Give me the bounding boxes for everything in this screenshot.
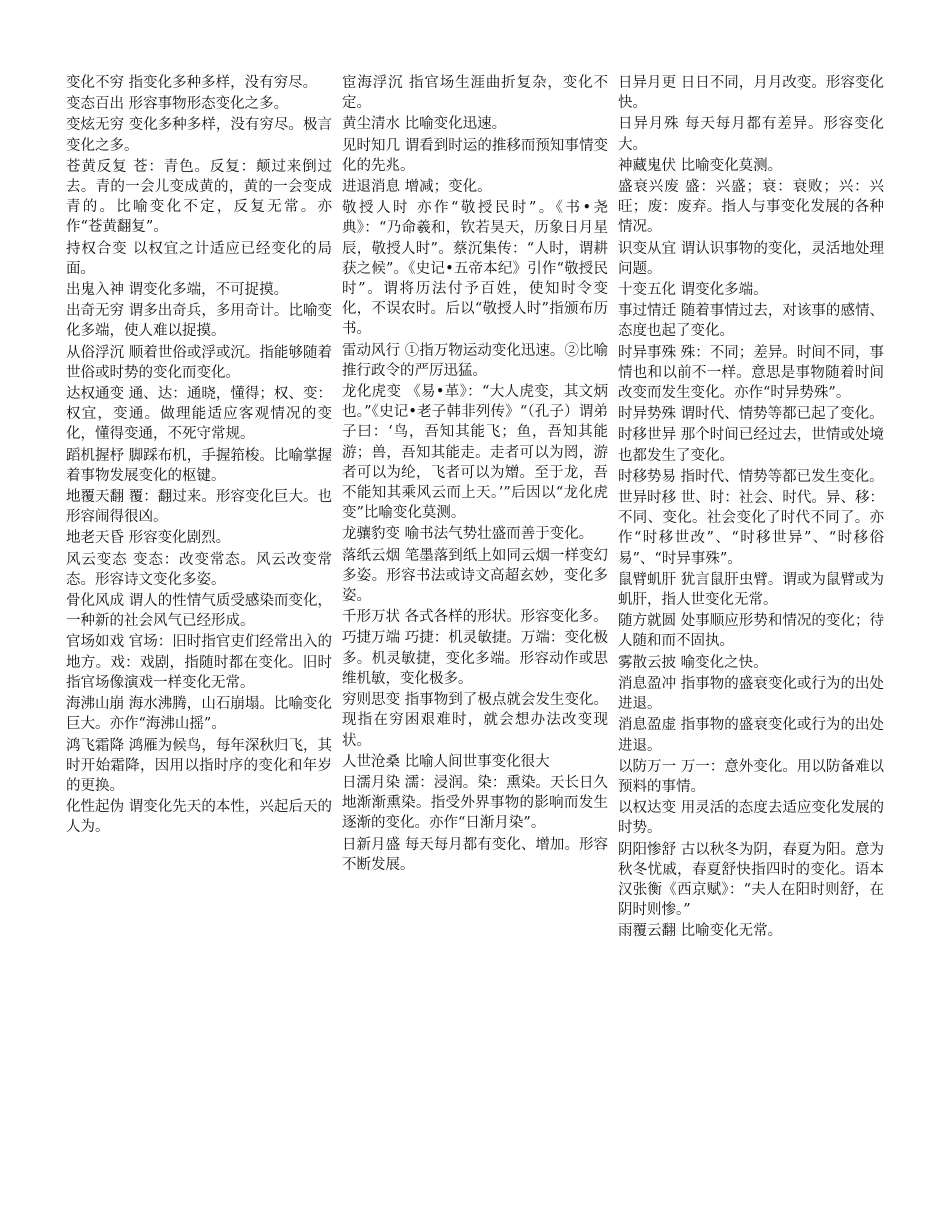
- idiom-entry: 敬授人时 亦作“敬授民时”。《书•尧典》：“乃命羲和，钦若昊天，历象日月星辰，敬授人时”。蔡沉集传：“人时，谓耕获之候”。《史记•五帝本纪》引作“敬授民时”。谓将历法付予百姓，使知时令变化，不误农时。后以“敬授人时”指颁布历书。: [342, 200, 608, 338]
- column-1: [66, 73, 332, 1213]
- idiom-entry: 变化不穷 指变化多种多样，没有穷尽。: [66, 75, 318, 91]
- idiom-entry: 鸿飞霜降 鸿雁为候鸟，每年深秋归飞，其时开始霜降，因用以指时序的变化和年岁的更换。: [66, 737, 332, 794]
- column-2: [342, 73, 608, 1213]
- idiom-entry: 以防万一 万一：意外变化。用以防备难以预料的事情。: [618, 758, 884, 795]
- idiom-entry: 从俗浮沉 顺着世俗或浮或沉。指能够随着世俗或时势的变化而变化。: [66, 344, 332, 381]
- idiom-entry: 出鬼入神 谓变化多端，不可捉摸。: [66, 282, 289, 299]
- document-page: [66, 73, 906, 1213]
- idiom-entry: 雨覆云翻 比喻变化无常。: [618, 923, 783, 940]
- idiom-entry: 地老天昏 形容变化剧烈。: [66, 530, 231, 547]
- idiom-entry: 时异事殊 殊：不同；差异。时间不同，事情也和以前不一样。意思是事物随着时间改变而发生变化。亦作“时异势殊”。: [618, 344, 884, 402]
- idiom-entry: 日异月殊 每天每月都有差异。形容变化大。: [618, 116, 884, 153]
- idiom-entry: 随方就圆 处事顺应形势和情况的变化；待人随和而不固执。: [618, 613, 884, 650]
- idiom-entry: 骨化风成 谓人的性情气质受感染而变化，一种新的社会风气已经形成。: [66, 593, 332, 630]
- idiom-entry: 人世沧桑 比喻人间世事变化很大: [342, 753, 550, 770]
- idiom-entry: 日异月更 日日不同，月月改变。形容变化快。: [618, 75, 884, 112]
- idiom-entry: 神藏鬼伏 比喻变化莫测。: [618, 157, 783, 174]
- idiom-entry: 世异时移 世、时：社会、时代。异、移：不同、变化。社会变化了时代不同了。亦作“时移世改”、“时移世异”、“时移俗易”、“时异事殊”。: [618, 490, 884, 567]
- idiom-entry: 化性起伪 谓变化先天的本性，兴起后天的人为。: [66, 799, 332, 836]
- idiom-entry: 出奇无穷 谓多出奇兵，多用奇计。比喻变化多端，使人难以捉摸。: [66, 303, 332, 340]
- idiom-entry: 以权达变 用灵活的态度去适应变化发展的时势。: [618, 800, 884, 837]
- idiom-entry: 达权通变 通、达：通晓，懂得；权、变：权宜，变通。做理能适应客观情况的变化，懂得变通，不死守常规。: [66, 386, 332, 443]
- idiom-entry: 时移世异 那个时间已经过去，世情或处境也都发生了变化。: [618, 427, 884, 464]
- idiom-entry: 进退消息 增减；变化。: [342, 179, 492, 196]
- idiom-entry: 海沸山崩 海水沸腾，山石崩塌。比喻变化巨大。亦作“海沸山摇”。: [66, 696, 332, 733]
- idiom-entry: 见时知几 谓看到时运的推移而预知事情变化的先兆。: [342, 137, 608, 174]
- idiom-entry: 龙化虎变 《易•革》：“大人虎变，其文炳也。”《史记•老子韩非列传》“（孔子）谓弟子曰：‘鸟，吾知其能飞；鱼，吾知其能游；兽，吾知其能走。走者可以为罔，游者可以为纶，飞者可以为矰。至于龙，吾不能知其乘风云而上天。’”后因以“龙化虎变”比喻变化莫测。: [342, 384, 608, 522]
- idiom-entry: 变态百出 形容事物形态变化之多。: [66, 96, 289, 113]
- idiom-entry: 风云变态 变态：改变常态。风云改变常态。形容诗文变化多姿。: [66, 551, 332, 588]
- idiom-entry: 持权合变 以权宜之计适应已经变化的局面。: [66, 240, 332, 277]
- idiom-entry: 黄尘清水 比喻变化迅速。: [342, 116, 507, 133]
- idiom-entry: 时异势殊 谓时代、情势等都已起了变化。: [618, 406, 884, 423]
- idiom-entry: 消息盈虚 指事物的盛衰变化或行为的出处进退。: [618, 717, 884, 754]
- idiom-entry: 雷动风行 ①指万物运动变化迅速。②比喻推行政令的严厉迅猛。: [342, 342, 608, 379]
- idiom-entry: 苍黄反复 苍：青色。反复：颠过来倒过去。青的一会儿变成黄的，黄的一会变成青的。比喻变化不定，反复无常。亦作“苍黄翻复”。: [66, 158, 332, 236]
- idiom-entry: 日濡月染 濡：浸润。染：熏染。天长日久地渐渐熏染。指受外界事物的影响而发生逐渐的变化。亦作“日渐月染”。: [342, 774, 608, 832]
- idiom-entry: 识变从宜 谓认识事物的变化，灵活地处理问题。: [618, 240, 884, 277]
- column-3: [618, 73, 884, 1213]
- idiom-entry: 事过情迁 随着事情过去，对该事的感情、态度也起了变化。: [618, 303, 884, 340]
- idiom-entry: 巧捷万端 巧捷：机灵敏捷。万端：变化极多。机灵敏捷，变化多端。形容动作或思维机敏，变化极多。: [342, 630, 608, 687]
- idiom-entry: 官场如戏 官场：旧时指官吏们经常出入的地方。戏：戏剧，指随时都在变化。旧时指官场像演戏一样变化无常。: [66, 634, 332, 691]
- idiom-entry: 鼠臂虮肝 犹言鼠肝虫臂。谓或为鼠臂或为虮肝，指人世变化无常。: [618, 571, 884, 609]
- idiom-entry: 变炫无穷 变化多种多样，没有穷尽。极言变化之多。: [66, 117, 332, 154]
- idiom-entry: 盛衰兴废 盛：兴盛；衰：衰败；兴：兴旺；废：废弃。指人与事变化发展的各种情况。: [618, 179, 884, 236]
- idiom-entry: 蹈机握杼 脚踩布机，手握筘梭。比喻掌握着事物发展变化的枢键。: [66, 447, 332, 484]
- idiom-entry: 千形万状 各式各样的形状。形容变化多。: [342, 609, 608, 626]
- idiom-entry: 十变五化 谓变化多端。: [618, 282, 768, 299]
- idiom-entry: 阴阳惨舒 古以秋冬为阴，春夏为阳。意为秋冬忧戚，春夏舒快指四时的变化。语本汉张衡《西京赋》：“夫人在阳时则舒，在阴时则惨。”: [618, 841, 884, 919]
- idiom-entry: 地覆天翻 覆：翻过来。形容变化巨大。也形容闹得很凶。: [66, 489, 332, 526]
- idiom-entry: 龙骧豹变 喻书法气势壮盛而善于变化。: [342, 526, 594, 543]
- idiom-entry: 落纸云烟 笔墨落到纸上如同云烟一样变幻多姿。形容书法或诗文高超玄妙，变化多姿。: [342, 547, 608, 605]
- idiom-entry: 穷则思变 指事物到了极点就会发生变化。现指在穷困艰难时，就会想办法改变现状。: [342, 692, 608, 749]
- idiom-entry: 时移势易 指时代、情势等都已发生变化。: [618, 468, 884, 485]
- idiom-entry: 日新月盛 每天每月都有变化、增加。形容不断发展。: [342, 836, 608, 873]
- idiom-entry: 雾散云披 喻变化之快。: [618, 654, 768, 671]
- idiom-entry: 宦海浮沉 指官场生涯曲折复杂，变化不定。: [342, 75, 608, 112]
- idiom-entry: 消息盈冲 指事物的盛衰变化或行为的出处进退。: [618, 675, 884, 713]
